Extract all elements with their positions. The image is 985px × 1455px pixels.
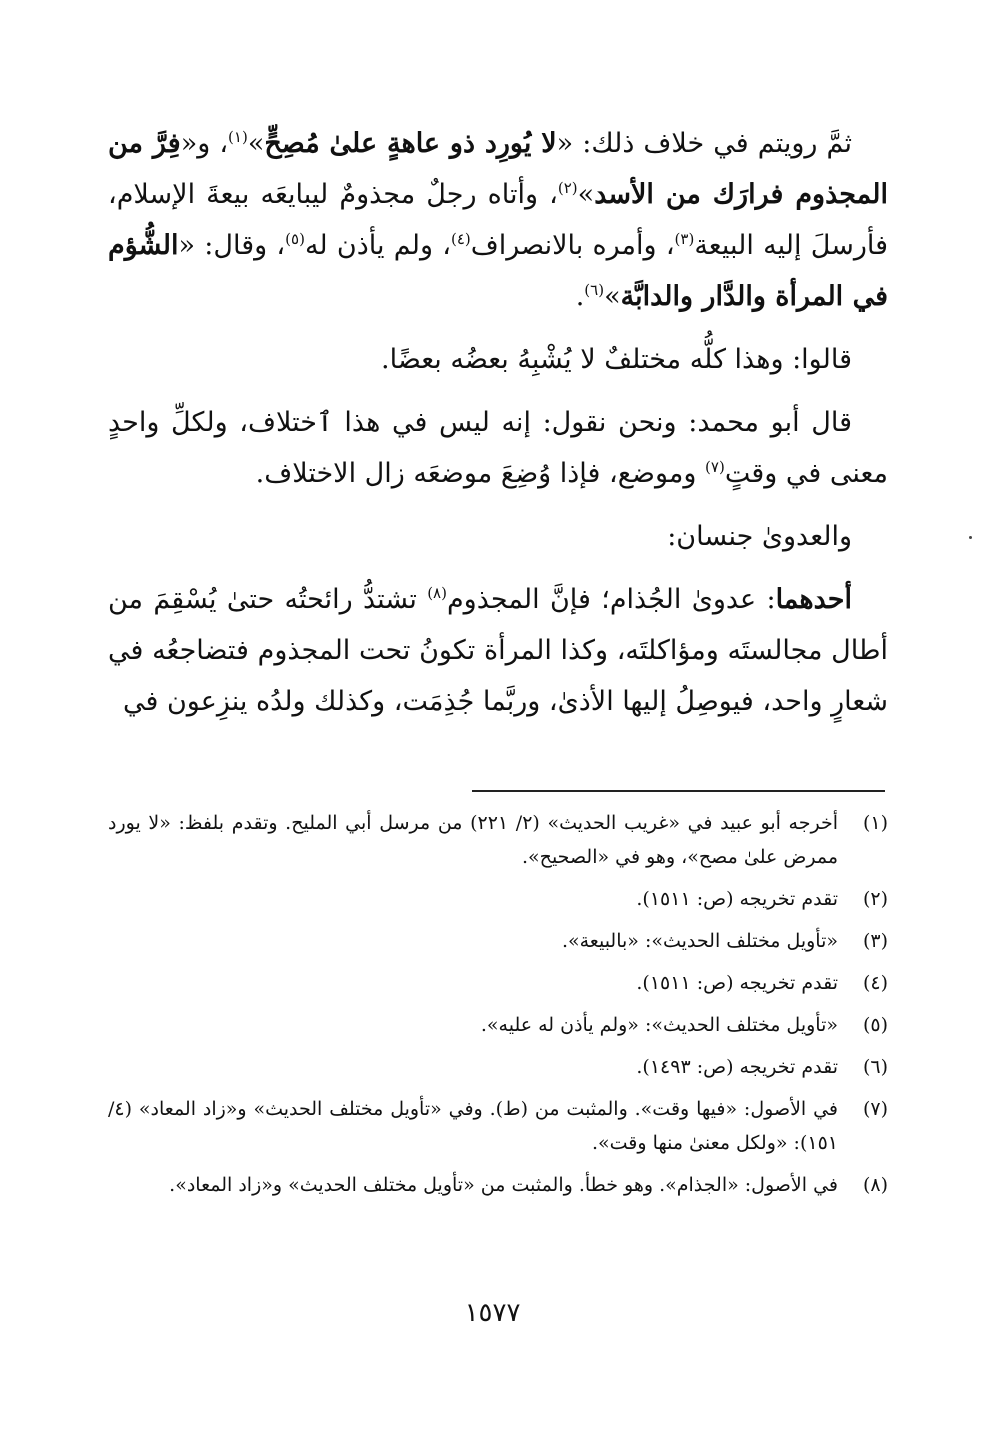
footnote-item bbox=[108, 1008, 888, 1042]
text-run: وموضع، فإذا وُضِعَ موضعَه زال الاختلاف. bbox=[255, 458, 706, 489]
footnote-text: في الأصول: «الجذام». وهو خطأ. والمثبت من «تأويل مختلف الحديث» و«زاد المعاد». bbox=[169, 1174, 838, 1196]
footnote-item bbox=[108, 1168, 888, 1202]
text-run: ، وقال: « bbox=[178, 230, 286, 261]
footnote-number: (٦) bbox=[862, 1056, 888, 1078]
footnote-ref[interactable]: (٤) bbox=[451, 230, 471, 248]
footnote-ref[interactable]: (٥) bbox=[285, 230, 305, 248]
footnote-ref[interactable]: (٦) bbox=[584, 281, 605, 299]
footnote-item bbox=[108, 924, 888, 958]
footnote-ref[interactable]: (٢) bbox=[557, 179, 578, 197]
hadith-quote: لا يُورِد ذو عاهةٍ علىٰ مُصِحٍّ bbox=[264, 128, 557, 159]
text-run: ، وأمره بالانصراف bbox=[470, 230, 675, 261]
footnote-item bbox=[108, 806, 888, 874]
footnote-text: تقدم تخريجه (ص: ١٥١١). bbox=[636, 972, 838, 994]
text-run: : عدوىٰ الجُذام؛ فإنَّ المجذوم bbox=[446, 584, 776, 615]
footnote-number: (١) bbox=[862, 812, 888, 834]
footnote-text: أخرجه أبو عبيد في «غريب الحديث» (٢/ ٢٢١) من مرسل أبي المليح. وتقدم بلفظ: «لا يورد ممرض علىٰ مصح»، وهو في «الصحيح». bbox=[108, 812, 838, 868]
paragraph-3 bbox=[108, 397, 888, 499]
scan-speck bbox=[969, 536, 972, 539]
hadith-quote: الشُّؤم في المرأة والدَّار والدابَّة bbox=[108, 230, 888, 312]
footnote-text: في الأصول: «فيها وقت». والمثبت من (ط). وفي «تأويل مختلف الحديث» و«زاد المعاد» (٤/ ١٥١): «ولكل معنىٰ منها وقت». bbox=[108, 1098, 838, 1154]
paragraph-1 bbox=[108, 118, 888, 322]
section-lead: أحدهما bbox=[775, 584, 853, 615]
text-run: » bbox=[577, 179, 595, 210]
footnotes bbox=[108, 806, 888, 1210]
footnote-text: «تأويل مختلف الحديث»: «ولم يأذن له عليه». bbox=[480, 1014, 838, 1036]
footnote-text: «تأويل مختلف الحديث»: «بالبيعة». bbox=[561, 930, 838, 952]
footnote-number: (٣) bbox=[862, 930, 888, 952]
footnote-ref[interactable]: (١) bbox=[228, 128, 248, 146]
text-run: ، وأتاه رجلٌ مجذومٌ ليبايعَه بيعةَ الإسلام، فأرسلَ إليه البيعة bbox=[108, 179, 888, 261]
footnote-item bbox=[108, 882, 888, 916]
footnote-separator bbox=[472, 790, 885, 792]
text-run: قال أبو محمد: ونحن نقول: إنه ليس في هذا ٱختلاف، ولكلِّ واحدٍ معنى في وقتٍ bbox=[108, 407, 888, 489]
paragraph-2: قالوا: وهذا كلُّه مختلفٌ لا يُشْبِهُ بعضُه بعضًا. bbox=[381, 344, 852, 375]
footnote-number: (٢) bbox=[862, 888, 888, 910]
text-run: . bbox=[575, 281, 585, 312]
footnote-item bbox=[108, 1092, 888, 1160]
footnote-item bbox=[108, 1050, 888, 1084]
footnote-number: (٤) bbox=[862, 972, 888, 994]
paragraph-5 bbox=[108, 574, 888, 727]
text-run: » bbox=[604, 281, 621, 312]
page-number: ١٥٧٧ bbox=[464, 1298, 521, 1328]
footnote-ref[interactable]: (٧) bbox=[705, 458, 725, 476]
text-run: ثمَّ رويتم في خلاف ذلك: « bbox=[556, 128, 852, 159]
footnote-number: (٧) bbox=[862, 1098, 888, 1120]
text-run: ، و« bbox=[180, 128, 229, 159]
footnote-text: تقدم تخريجه (ص: ١٥١١). bbox=[636, 888, 838, 910]
hadith-quote: فِرَّ من المجذوم فرارَك من الأسد bbox=[108, 128, 889, 210]
text-run: ، ولم يأذن له bbox=[304, 230, 451, 261]
footnote-item bbox=[108, 966, 888, 1000]
text-run: تشتدُّ رائحتُه حتىٰ يُسْقِمَ من أطال مجالستَه ومؤاكلتَه، وكذا المرأة تكونُ تحت المجذوم فتضاجعُه في شعارٍ واحد، فيوصِلُ إليها الأذىٰ، وربَّما جُذِمَت، وكذلك ولدُه ينزِعون في bbox=[108, 584, 888, 717]
text-run: » bbox=[247, 128, 265, 159]
footnote-number: (٨) bbox=[862, 1174, 888, 1196]
main-text bbox=[108, 118, 888, 739]
footnote-ref[interactable]: (٨) bbox=[427, 584, 447, 602]
paragraph-4: والعدوىٰ جنسان: bbox=[667, 521, 852, 552]
footnote-ref[interactable]: (٣) bbox=[674, 230, 695, 248]
footnote-number: (٥) bbox=[862, 1014, 888, 1036]
footnote-text: تقدم تخريجه (ص: ١٤٩٣). bbox=[636, 1056, 838, 1078]
